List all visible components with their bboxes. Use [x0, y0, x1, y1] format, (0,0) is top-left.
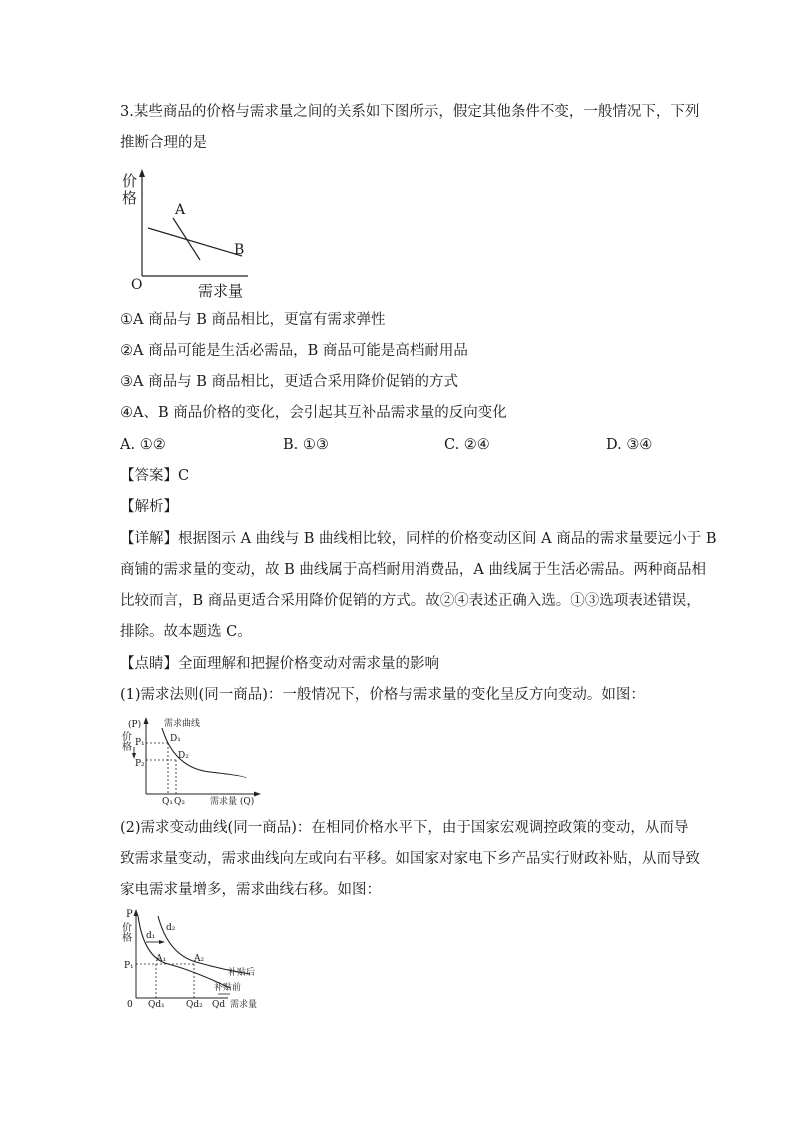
y-axis-label-2: 格 [122, 189, 138, 207]
x-axis-label: 需求量 [198, 282, 244, 300]
option-c: C. ②④ [444, 437, 490, 453]
after-label: 补贴后 [228, 968, 256, 978]
label-b: B [234, 242, 245, 258]
p1-label: P₁ [135, 738, 145, 748]
y-axis-label-2: 格 [122, 933, 132, 944]
y-axis-label-1: 价 [122, 172, 138, 190]
qd-label: Qd [212, 1000, 226, 1010]
question-line-2: 推断合理的是 [120, 135, 207, 151]
p2-label: P₂ [135, 759, 145, 769]
detail-line-2: 商铺的需求量的变动，故 B 曲线属于高档耐用消费品，A 曲线属于生活必需品。两种商品相 [120, 562, 706, 578]
analysis-title: 【解析】 [120, 499, 178, 515]
d2-label: d₂ [166, 923, 176, 933]
option-a: A. ①② [120, 437, 166, 453]
qd2-label: Qd₂ [186, 1000, 203, 1010]
option-d: D. ③④ [606, 437, 653, 453]
price-demand-figure [118, 168, 258, 303]
option-b: B. ①③ [283, 437, 329, 453]
statement-2: ②A 商品可能是生活必需品，B 商品可能是高档耐用品 [120, 343, 468, 359]
shift-line-1: (2)需求变动曲线(同一商品)：在相同价格水平下，由于国家宏观调控政策的变动，从而导 [120, 820, 689, 836]
a2-label: A₂ [194, 954, 205, 964]
x-axis-label: 需求量 (Q) [210, 797, 255, 807]
law-line: (1)需求法则(同一商品)：一般情况下，价格与需求量的变化呈反方向变动。如图： [120, 687, 645, 703]
q1-label: Q₁ [162, 797, 173, 807]
before-curve [138, 916, 230, 988]
p-axis-label: (P) [128, 720, 142, 730]
detail-line-3: 比较而言，B 商品更适合采用降价促销的方式。故②④表述正确入选。①③选项表述错误， [120, 593, 701, 609]
curve-label: 需求曲线 [164, 719, 201, 729]
shift-line-2: 致需求量变动，需求曲线向左或向右平移。如国家对家电下乡产品实行财政补贴，从而导致 [120, 851, 700, 867]
question-line-1: 3.某些商品的价格与需求量之间的关系如下图所示，假定其他条件不变，一般情况下，下列 [120, 104, 700, 120]
d2-label: D₂ [178, 751, 189, 761]
p1-label: P₁ [124, 961, 134, 971]
demand-law-figure [118, 716, 268, 808]
point-line: 【点睛】全面理解和把握价格变动对需求量的影响 [120, 656, 439, 672]
statement-3: ③A 商品与 B 商品相比，更适合采用降价促销的方式 [120, 374, 458, 390]
shift-line-3: 家电需求量增多，需求曲线右移。如图： [120, 882, 381, 898]
before-label: 补贴前 [214, 983, 242, 993]
detail-line-4: 排除。故本题选 C。 [120, 624, 252, 640]
p-axis-label: P [126, 909, 133, 920]
d1-label: d₁ [146, 931, 156, 941]
q2-label: Q₂ [174, 797, 185, 807]
d1-label: D₁ [170, 734, 181, 744]
demand-shift-figure [118, 906, 278, 1011]
qd1-label: Qd₁ [148, 1000, 165, 1010]
origin-label: 0 [127, 1000, 133, 1010]
y-axis-label-1: 价 [122, 732, 132, 743]
a1-label: A₁ [156, 954, 167, 964]
y-axis-label-1: 价 [122, 923, 132, 934]
label-a: A [175, 202, 186, 218]
x-axis-label: 需求量 [230, 1000, 258, 1010]
origin-label: O [131, 277, 143, 293]
answer: 【答案】C [120, 468, 190, 484]
statement-4: ④A、B 商品价格的变化，会引起其互补品需求量的反向变化 [120, 405, 507, 421]
y-axis-label-2: 格 [122, 742, 132, 753]
detail-line-1: 【详解】根据图示 A 曲线与 B 曲线相比较，同样的价格变动区间 A 商品的需求量要远小于 B [120, 531, 717, 547]
statement-1: ①A 商品与 B 商品相比，更富有需求弹性 [120, 312, 386, 328]
